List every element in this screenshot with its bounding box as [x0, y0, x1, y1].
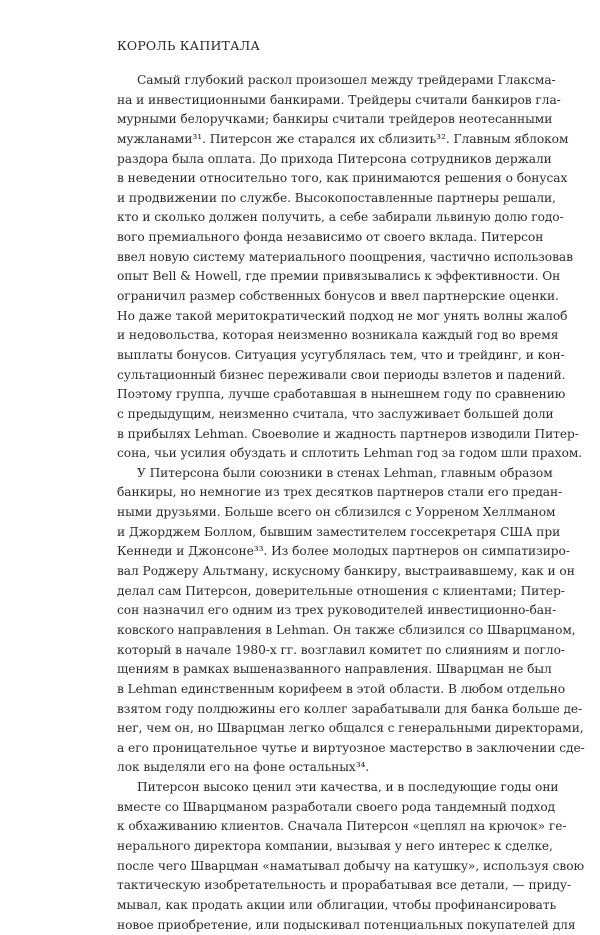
- text-line: и недовольства, которая неизменно возникала каждый год во время: [117, 328, 559, 343]
- text-line: вал Роджеру Альтману, искусному банкиру, выстраивавшему, как и он: [117, 564, 575, 579]
- running-head: КОРОЛЬ КАПИТАЛА: [117, 38, 261, 53]
- text-line: ввел новую систему материального поощрения, частично использовав: [117, 249, 573, 264]
- paragraph: [117, 778, 585, 935]
- text-line: ограничил размер собственных бонусов и ввел партнерские оценки.: [117, 289, 559, 304]
- paragraph: [117, 464, 585, 778]
- text-line: с предыдущим, неизменно считала, что заслуживает большей доли: [117, 406, 554, 421]
- text-line: ными друзьями. Больше всего он сблизился с Уорреном Хеллманом: [117, 505, 556, 520]
- text-line: сона, чьи усилия обуздать и сплотить Lehman год за годом шли прахом.: [117, 446, 583, 461]
- text-line: мужланами³¹. Питерсон же старался их сблизить³². Главным яблоком: [117, 131, 569, 146]
- text-line: лок выделяли его на фоне остальных³⁴.: [117, 760, 370, 775]
- text-line: к обхаживанию клиентов. Сначала Питерсон «цеплял на крючок» ге-: [117, 819, 567, 834]
- text-line: в Lehman единственным корифеем в этой области. В любом отдельно: [117, 681, 565, 696]
- text-line: Питерсон высоко ценил эти качества, и в последующие годы они: [137, 780, 559, 795]
- text-line: и Джорджем Боллом, бывшим заместителем госсекретаря США при: [117, 524, 561, 539]
- body-text: [117, 71, 585, 935]
- text-line: вместе со Шварцманом разработали своего рода тандемный подход: [117, 799, 556, 814]
- text-line: тактическую изобретательность и прорабатывая все детали, — приду-: [117, 878, 572, 893]
- text-line: нег, чем он, но Шварцман легко общался с генеральными директорами,: [117, 721, 584, 736]
- text-line: мурными белоручками; банкиры считали трейдеров неотесанными: [117, 112, 553, 127]
- text-line: кто и сколько должен получить, а себе забирали львиную долю годо-: [117, 210, 564, 225]
- text-line: новое приобретение, или подыскивал потенциальных покупателей для: [117, 917, 576, 932]
- text-line: Поэтому группа, лучше сработавшая в нынешнем году по сравнению: [117, 387, 566, 402]
- text-line: Кеннеди и Джонсоне³³. Из более молодых партнеров он симпатизиро-: [117, 544, 570, 559]
- text-line: банкиры, но немногие из трех десятков партнеров стали его предан-: [117, 485, 563, 500]
- text-line: щениям в рамках вышеназванного направления. Шварцман не был: [117, 662, 552, 677]
- text-line: в прибылях Lehman. Своеволие и жадность партнеров изводили Питер-: [117, 426, 579, 441]
- text-line: Самый глубокий раскол произошел между трейдерами Глаксма-: [137, 73, 556, 87]
- text-line: мывал, как продать акции или облигации, чтобы профинансировать: [117, 897, 557, 912]
- text-line: Но даже такой меритократический подход не мог унять волны жалоб: [117, 308, 568, 323]
- text-line: сон назначил его одним из трех руководителей инвестиционно-бан-: [117, 603, 557, 618]
- text-line: после чего Шварцман «наматывал добычу на катушку», используя свою: [117, 858, 585, 873]
- text-line: опыт Bell & Howell, где премии привязывались к эффективности. Он: [117, 269, 561, 284]
- text-line: ковского направления в Lehman. Он также сблизился со Шварцманом,: [117, 622, 576, 637]
- text-line: У Питерсона были союзники в стенах Lehman, главным образом: [137, 465, 553, 480]
- text-line: выплаты бонусов. Ситуация усугублялась тем, что и трейдинг, и кон-: [117, 347, 565, 362]
- text-line: делал сам Питерсон, доверительные отношения с клиентами; Питер-: [117, 583, 565, 598]
- text-line: взятом году полдюжины его коллег зарабатывали для банка больше де-: [117, 701, 583, 716]
- paragraph: [117, 71, 583, 464]
- text-line: в неведении относительно того, как принимаются решения о бонусах: [117, 171, 568, 186]
- text-line: сультационный бизнес переживали свои периоды взлетов и падений.: [117, 367, 566, 382]
- text-line: вого премиального фонда независимо от своего вклада. Питерсон: [117, 230, 544, 245]
- text-line: и продвижении по службе. Высокопоставленные партнеры решали,: [117, 190, 556, 205]
- text-line: который в начале 1980-х гг. возглавил комитет по слияниям и погло-: [117, 642, 565, 657]
- text-line: а его проницательное чутье и виртуозное мастерство в заключении сде-: [117, 740, 585, 755]
- text-line: на и инвестиционными банкирами. Трейдеры считали банкиров гла-: [117, 92, 561, 107]
- text-line: нерального директора компании, вызывая у него интерес к сделке,: [117, 838, 553, 853]
- text-line: раздора была оплата. До прихода Питерсона сотрудников держали: [117, 151, 552, 166]
